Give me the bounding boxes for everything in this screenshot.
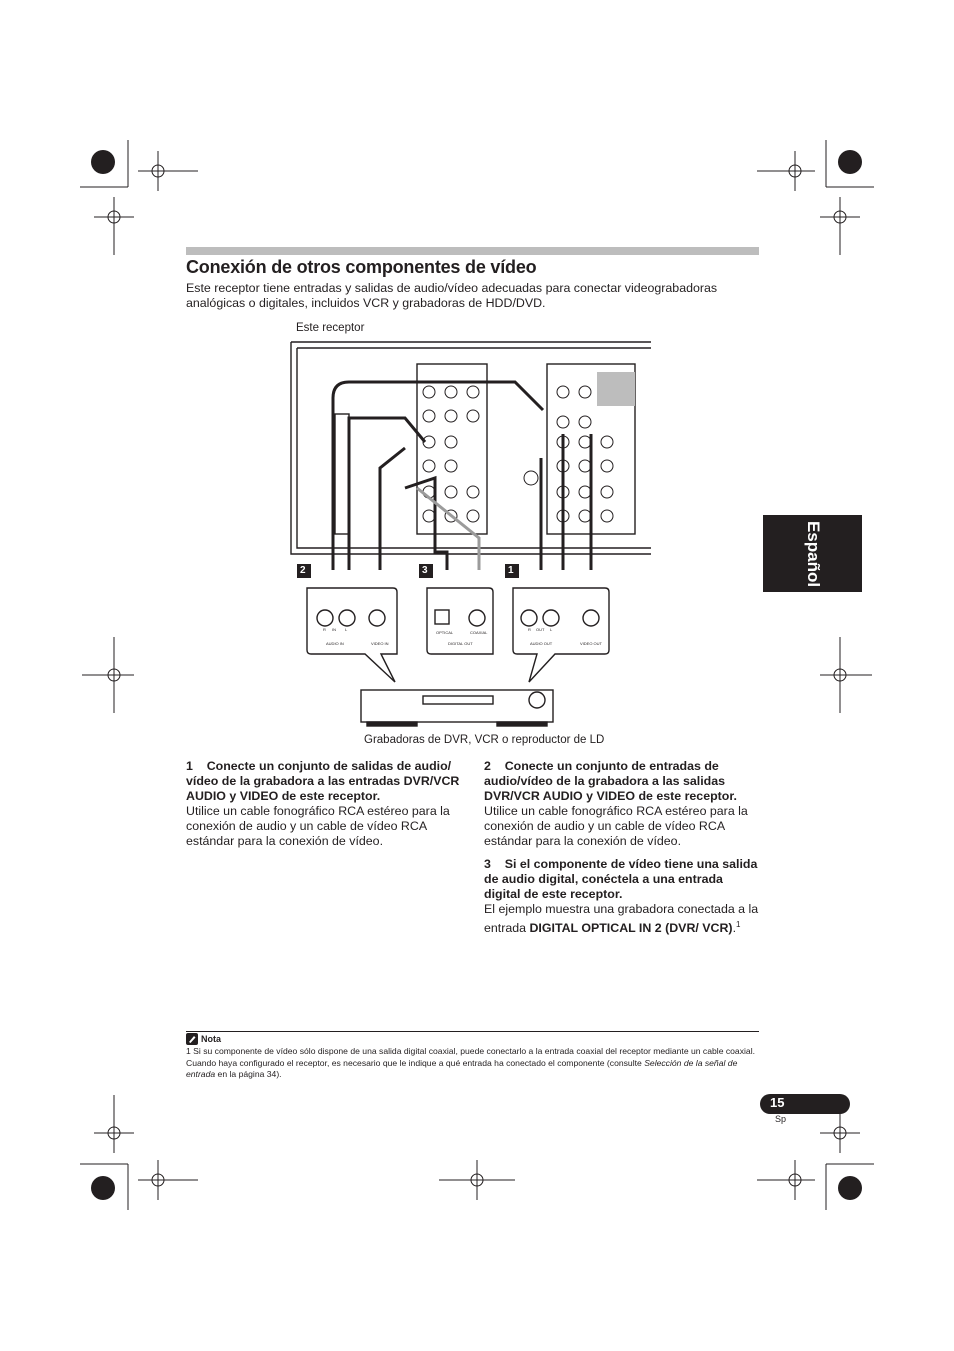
column-right [484, 759, 759, 944]
step-1 [186, 759, 461, 849]
callout-2: 2 [300, 565, 306, 576]
page-number-bar [760, 1094, 850, 1114]
step-2 [484, 759, 759, 849]
step-3-body-end: . [732, 921, 737, 936]
step-1-num: 1 [186, 759, 193, 773]
page-lang: Sp [775, 1114, 787, 1124]
page-title: Conexión de otros componentes de vídeo [186, 257, 537, 277]
video-out-label: VIDEO OUT [580, 641, 603, 646]
language-tab [763, 515, 862, 592]
note-icon [186, 1033, 198, 1045]
language-tab-label: Español [803, 520, 823, 587]
step-2-num: 2 [484, 759, 491, 773]
step-2-heading [484, 759, 759, 804]
right-r-label: R [528, 627, 531, 632]
coaxial-label: COAXIAL [470, 630, 488, 635]
right-l-label: L [550, 627, 553, 632]
audio-in-label: AUDIO IN [326, 641, 344, 646]
step-3-body-bold: DIGITAL OPTICAL IN 2 (DVR/ VCR) [529, 921, 733, 936]
left-badge: IN [332, 627, 336, 632]
step-3-body-text: El ejemplo muestra una grabadora conectada a la entrada [484, 902, 759, 936]
section-bar [186, 247, 759, 255]
intro-paragraph: Este receptor tiene entradas y salidas de audio/vídeo adecuadas para conectar videograbadoras analógicas o digitales, incluidos VCR y grabadoras de HDD/DVD. [186, 281, 718, 310]
step-3-body [484, 902, 759, 936]
left-l-label: L [345, 627, 348, 632]
note-text [186, 1046, 761, 1081]
page-number: 15 [770, 1095, 785, 1110]
callout-1: 1 [508, 565, 514, 576]
digital-out-label: DIGITAL OUT [448, 641, 473, 646]
audio-out-label: AUDIO OUT [530, 641, 553, 646]
step-3-num: 3 [484, 857, 491, 871]
right-badge: OUT [536, 627, 545, 632]
receiver-label: Este receptor [296, 322, 365, 334]
step-1-body: Utilice un cable fonográfico RCA estéreo para la conexión de audio y un cable de vídeo RCA estándar para la conexión de vídeo. [186, 804, 450, 848]
left-r-label: R [323, 627, 326, 632]
footnote-ref[interactable]: 1 [736, 920, 741, 929]
note-text-italic: Selección de la señal de entrada [186, 1057, 738, 1079]
note-num: 1 [186, 1046, 191, 1056]
callout-3: 3 [422, 565, 428, 576]
note-heading [186, 1033, 221, 1045]
video-in-label: VIDEO IN [371, 641, 389, 646]
step-2-body: Utilice un cable fonográfico RCA estéreo para la conexión de audio y un cable de vídeo RCA estándar para la conexión de vídeo. [484, 804, 748, 848]
recorder-label: Grabadoras de DVR, VCR o reproductor de LD [364, 734, 605, 746]
optical-label: OPTICAL [436, 630, 454, 635]
connection-diagram [285, 338, 665, 738]
note-text-a: Si su componente de vídeo sólo dispone de una salida digital coaxial, puede conectarlo a la entrada coaxial del receptor mediante un cable coaxial. Cuando haya configurado el receptor, es necesario que le indique a qué entrada ha conectado el componente (consulte [186, 1046, 755, 1068]
step-1-heading-text: Conecte un conjunto de salidas de audio/ vídeo de la grabadora a las entradas DVR/VCR AUDIO y VIDEO de este receptor. [186, 759, 460, 803]
step-2-heading-text: Conecte un conjunto de entradas de audio/vídeo de la grabadora a las salidas DVR/VCR AUDIO y VIDEO de este receptor. [484, 759, 737, 803]
step-3-heading-text: Si el componente de vídeo tiene una salida de audio digital, conéctela a una entrada digital de este receptor. [484, 857, 758, 901]
note-rule [186, 1031, 759, 1032]
note-heading-text: Nota [201, 1034, 221, 1044]
step-3-heading [484, 857, 759, 902]
note-text-b: en la página 34). [217, 1069, 282, 1079]
step-1-heading [186, 759, 461, 804]
step-3 [484, 857, 759, 936]
column-left [186, 759, 461, 857]
